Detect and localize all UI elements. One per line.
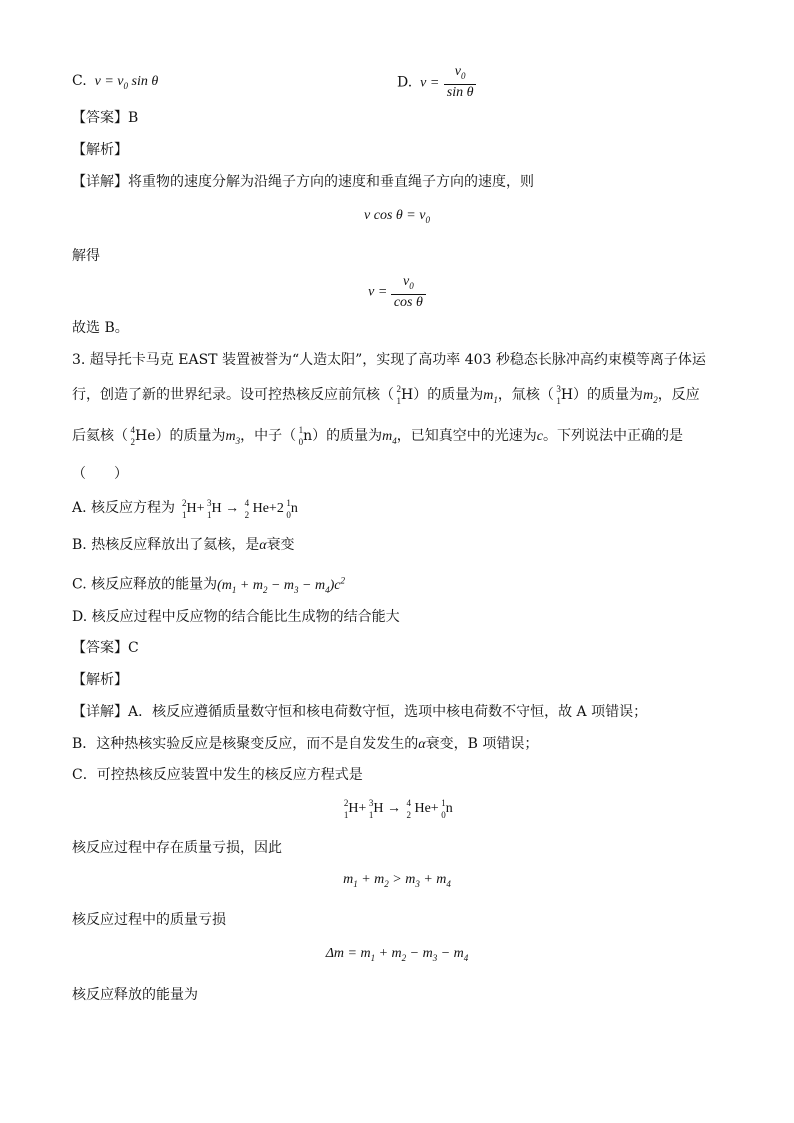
c-symbol: c xyxy=(536,429,543,444)
option-text: C. 核反应释放的能量为 xyxy=(72,576,218,593)
fraction: $\frac{v_0}{\text{sin θ}}$ xyxy=(444,64,477,101)
conclusion xyxy=(72,318,129,338)
text: 。下列说法中正确的是 xyxy=(543,428,683,444)
text: ，中子（ xyxy=(240,428,297,444)
m3-symbol: $m_3$ xyxy=(225,429,241,446)
solve-text xyxy=(72,246,100,266)
reaction-equation-correct: 2 1 H+ 3 1 H → 4 2 He+ 1 0 n xyxy=(343,797,453,820)
text: 核反应过程中存在质量亏损，因此 xyxy=(72,840,282,856)
blank: （ ） xyxy=(72,466,128,482)
detail-text: 衰变，B 项错误； xyxy=(425,736,539,752)
question-3-blank xyxy=(72,464,128,484)
text: ，氚核（ xyxy=(497,387,554,403)
reaction-equation: 2 1 H+ 3 1 H → 4 2 He+2 1 0 n xyxy=(181,497,298,520)
detail-b xyxy=(72,734,538,755)
nuclide-helium: 4 2 xyxy=(130,425,135,447)
alpha-symbol: α xyxy=(418,737,426,752)
text: 行，创造了新的世界纪录。设可控热核反应前氘核（ xyxy=(72,387,394,403)
mass-inequality: $m_1 + m_2 > m_3 + m_4$ xyxy=(343,872,451,889)
option-text: 衰变 xyxy=(266,537,295,553)
option-text: B. 热核反应释放出了氦核，是 xyxy=(72,537,260,553)
mass-defect-label xyxy=(72,910,226,930)
option-d-prev xyxy=(397,64,476,101)
text: H）的质量为 xyxy=(401,387,484,403)
alpha-symbol: α xyxy=(259,538,267,553)
mass-defect-exists xyxy=(72,838,282,858)
question-3-line-3 xyxy=(72,424,683,453)
analysis-heading-3 xyxy=(72,670,128,690)
detail-c xyxy=(72,765,363,785)
option-c xyxy=(72,570,345,599)
m4-symbol: $m_4$ xyxy=(382,429,397,446)
option-label: D. xyxy=(397,74,413,91)
detail-text: C．可控热核反应装置中发生的核反应方程式是 xyxy=(72,767,363,783)
answer-line-3 xyxy=(72,638,139,658)
detail-text: A．核反应遵循质量数守恒和核电荷数守恒，选项中核电荷数不守恒，故 A 项错误； xyxy=(128,704,648,720)
mass-defect-equation: $\Delta m = m_1 + m_2 - m_3 - m_4$ xyxy=(325,946,469,963)
text: 核反应释放的能量为 xyxy=(72,987,198,1003)
text: n）的质量为 xyxy=(303,428,383,444)
text: H）的质量为 xyxy=(560,387,644,403)
question-text: 3. 超导托卡马克 EAST 装置被誉为“人造太阳”，实现了高功率 403 秒稳态长脉冲高约束模等离子体运 xyxy=(72,352,706,368)
question-3-line-2 xyxy=(72,383,700,412)
text: 后氦核（ xyxy=(72,428,128,444)
option-b xyxy=(72,535,295,556)
analysis-label: 【解析】 xyxy=(72,142,128,158)
nuclide-neutron: 1 0 xyxy=(298,425,304,447)
option-d xyxy=(72,607,400,627)
answer-value: C xyxy=(128,640,139,656)
answer-value: B xyxy=(128,110,139,126)
fraction: $\frac{v_0}{\text{cos θ}}$ xyxy=(391,274,426,311)
nuclide-tritium: 3 1 xyxy=(556,384,561,406)
solve-label: 解得 xyxy=(72,248,100,264)
analysis-label: 【解析】 xyxy=(72,672,128,688)
text: ，已知真空中的光速为 xyxy=(396,428,537,444)
m1-symbol: $m_1$ xyxy=(483,388,498,405)
detail-line xyxy=(72,172,534,192)
detail-label: 【详解】 xyxy=(72,704,128,720)
formula: $v = v_0$ sin θ xyxy=(91,74,159,91)
detail-text: 将重物的速度分解为沿绳子方向的速度和垂直绳子方向的速度，则 xyxy=(128,174,534,190)
answer-line xyxy=(72,108,138,128)
energy-label xyxy=(72,985,198,1005)
option-c-prev xyxy=(72,71,158,96)
conclusion-text: 故选 B。 xyxy=(72,320,129,336)
text: ，反应 xyxy=(657,387,700,403)
m2-symbol: $m_2$ xyxy=(643,388,658,405)
detail-text: B．这种热核实验反应是核聚变反应，而不是自发发生的 xyxy=(72,736,419,752)
energy-formula: $(m_1 + m_2 - m_3 - m_4)c^2$ xyxy=(217,575,345,595)
detail-label: 【详解】 xyxy=(72,174,128,190)
text: 核反应过程中的质量亏损 xyxy=(72,912,226,928)
equation-vcos: v $\cos \theta = v_0$ xyxy=(364,208,430,225)
text: He）的质量为 xyxy=(135,428,226,444)
formula: v = xyxy=(416,75,440,91)
analysis-heading xyxy=(72,140,128,160)
equation-v-result: v = $\frac{v_0}{\text{cos θ}}$ xyxy=(0,274,794,311)
option-label: C. xyxy=(72,73,87,89)
answer-label: 【答案】 xyxy=(72,110,128,126)
option-text: D. 核反应过程中反应物的结合能比生成物的结合能大 xyxy=(72,609,400,625)
answer-label: 【答案】 xyxy=(72,640,128,656)
detail-a xyxy=(72,702,647,722)
question-3-line-1 xyxy=(72,350,706,370)
option-a xyxy=(72,496,298,521)
option-text: A. 核反应方程为 xyxy=(72,500,176,516)
nuclide-deuterium: 2 1 xyxy=(396,384,401,406)
